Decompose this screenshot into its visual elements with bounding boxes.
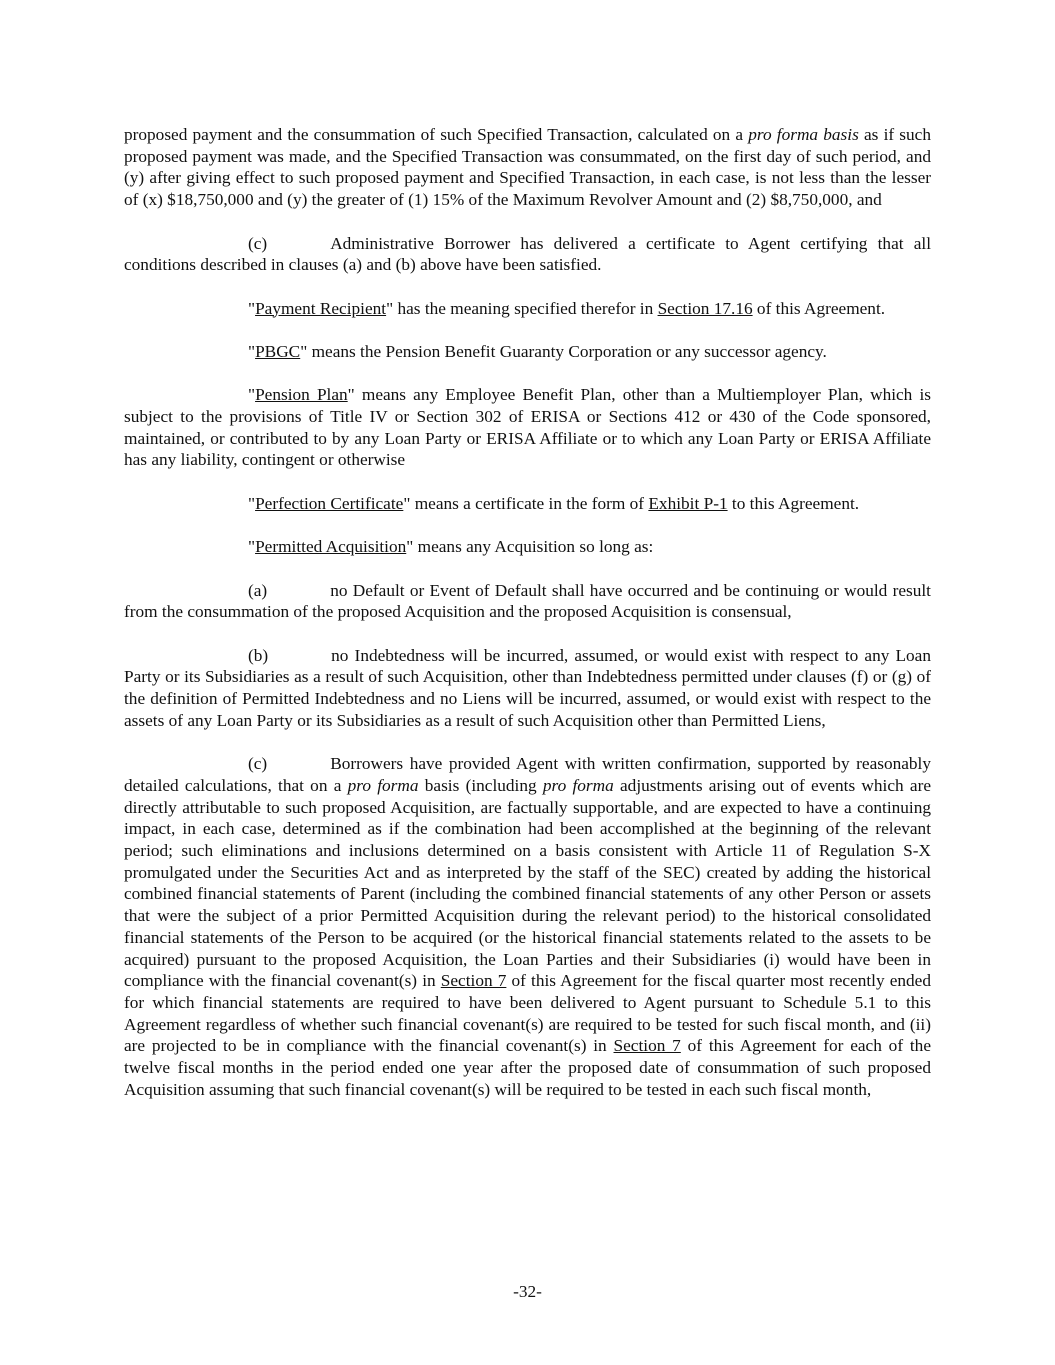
defined-term: Permitted Acquisition (255, 537, 407, 557)
section-reference: Section 17.16 (657, 298, 753, 318)
exhibit-reference: Exhibit P-1 (648, 493, 728, 513)
clause-number: (c) (248, 754, 268, 774)
defined-term: PBGC (255, 341, 301, 361)
defined-term: Payment Recipient (255, 298, 387, 318)
defined-term: Perfection Certificate (255, 493, 404, 513)
clause-number: (c) (248, 233, 268, 253)
section-reference: Section 7 (613, 1036, 681, 1056)
clause-a: (a) no Default or Event of Default shall have occurred and be continuing or would result from the consummation of the proposed Acquisition and the proposed Acquisition is consensual, (124, 580, 931, 622)
clause-number: (a) (248, 580, 268, 600)
italic-term: pro forma (347, 775, 419, 795)
definition-payment-recipient: "Payment Recipient" has the meaning specified therefor in Section 17.16 of this Agreement. (248, 298, 886, 318)
clause-c: (c) Borrowers have provided Agent with written confirmation, supported by reasonably detailed calculations, that on a pro forma basis (including pro forma adjustments arising out of events which are directly attributable to such proposed Acquisition, are factually supportable, and are expected to have a continuing impact, in each case, determined as if the combination had been accomplished at the beginning of the relevant period; such eliminations and inclusions determined on a basis consistent with Article 11 of Regulation S-X promulgated under the Securities Act and as interpreted by the staff of the SEC) created by adding the historical combined financial statements of Parent (including the combined financial statements of any other Person or assets that were the subject of a prior Permitted Acquisition during the relevant period) to the historical consolidated financial statements of the Person to be acquired (or the historical financial statements related to the assets to be acquired) pursuant to the proposed Acquisition, the Loan Parties and their Subsidiaries (i) would have been in compliance with the financial covenant(s) in Section 7 of this Agreement for the fiscal quarter most recently ended for which financial statements are required to have been delivered to Agent pursuant to Schedule 5.1 to this Agreement regardless of whether such financial covenant(s) are required to be tested for such fiscal month, and (ii) are projected to be in compliance with the financial covenant(s) in Section 7 of this Agreement for each of the twelve fiscal months in the period ended one year after the proposed date of consummation of such proposed Acquisition assuming that such financial covenant(s) will be required to be tested in each such fiscal month, (124, 754, 931, 1099)
definition-pbgc: "PBGC" means the Pension Benefit Guaranty Corporation or any successor agency. (248, 341, 827, 361)
paragraph-continuation: proposed payment and the consummation of such Specified Transaction, calculated on a pro forma basis as if such proposed payment was made, and the Specified Transaction was consummated, on the first day of such period, and (y) after giving effect to such proposed payment and Specified Transaction, in each case, is not less than the lesser of (x) $18,750,000 and (y) the greater of (1) 15% of the Maximum Revolver Amount and (2) $8,750,000, and (124, 125, 931, 210)
italic-term: pro forma (542, 775, 614, 795)
definition-pension-plan: "Pension Plan" means any Employee Benefit Plan, other than a Multiemployer Plan, which is subject to the provisions of Title IV or Section 302 of ERISA or Sections 412 or 430 of the Code sponsored, maintained, or contributed to by any Loan Party or ERISA Affiliate or to which any Loan Party or ERISA Affiliate has any liability, contingent or otherwise (124, 385, 931, 470)
clause-b: (b) no Indebtedness will be incurred, assumed, or would exist with respect to any Loan Party or its Subsidiaries as a result of such Acquisition, other than Indebtedness permitted under clauses (f) or (g) of the definition of Permitted Indebtedness and no Liens will be incurred, assumed, or would exist with respect to the assets of any Loan Party or its Subsidiaries as a result of such Acquisition other than Permitted Liens, (124, 645, 931, 730)
section-reference: Section 7 (440, 971, 507, 991)
defined-term: Pension Plan (255, 385, 348, 405)
page-number: -32- (513, 1282, 542, 1301)
definition-permitted-acquisition: "Permitted Acquisition" means any Acquisition so long as: (248, 537, 654, 557)
italic-term: pro forma basis (748, 125, 859, 144)
clause-number: (b) (248, 645, 269, 665)
definition-perfection-certificate: "Perfection Certificate" means a certificate in the form of Exhibit P-1 to this Agreement. (248, 493, 860, 513)
clause-c-certificate: (c) Administrative Borrower has delivered a certificate to Agent certifying that all conditions described in clauses (a) and (b) above have been satisfied. (124, 233, 931, 275)
document-page (124, 124, 931, 1122)
